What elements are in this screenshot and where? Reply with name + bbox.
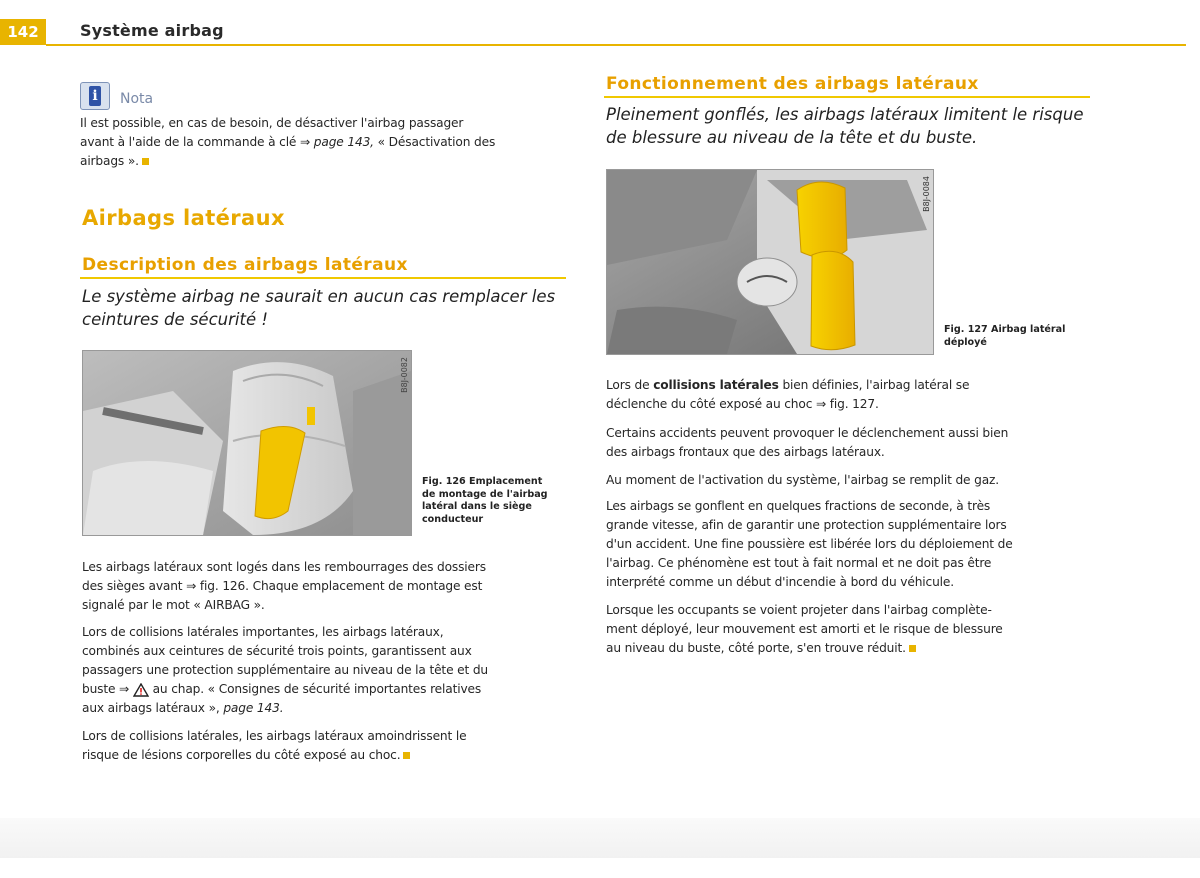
text-line: interprété comme un début d'incendie à bord du véhicule. bbox=[606, 575, 954, 589]
text-line: passagers une protection supplémentaire au niveau de la tête et du bbox=[82, 663, 488, 677]
function-paragraph-4 bbox=[606, 497, 1096, 592]
nota-line bbox=[80, 152, 570, 171]
text-line bbox=[82, 699, 572, 718]
caption-line: Fig. 127 Airbag latéral bbox=[944, 324, 1066, 335]
description-heading: Description des airbags latéraux bbox=[82, 255, 408, 275]
page-reference-link[interactable]: page 143, bbox=[313, 135, 374, 149]
function-paragraph-3: Au moment de l'activation du système, l'airbag se remplit de gaz. bbox=[606, 473, 999, 487]
nota-text bbox=[80, 114, 570, 171]
text-line: d'un accident. Une fine poussière est libérée lors du déploiement de bbox=[606, 537, 1013, 551]
text-line: signalé par le mot « AIRBAG ». bbox=[82, 598, 265, 612]
nota-line bbox=[80, 133, 570, 152]
function-paragraph-2 bbox=[606, 424, 1096, 462]
nota-line-text: avant à l'aide de la commande à clé ⇒ bbox=[80, 135, 314, 149]
function-paragraph-1 bbox=[606, 376, 1096, 414]
nota-line-text: airbags ». bbox=[80, 154, 139, 168]
figure-127-caption bbox=[944, 324, 1094, 349]
description-paragraph-2 bbox=[82, 623, 572, 718]
text-line: des airbags frontaux que des airbags latéraux. bbox=[606, 445, 885, 459]
lead-line: ceintures de sécurité ! bbox=[82, 310, 268, 329]
nota-label: Nota bbox=[120, 91, 154, 107]
description-lead bbox=[82, 285, 568, 331]
text-fragment: aux airbags latéraux », bbox=[82, 701, 224, 715]
heading-rule bbox=[80, 277, 566, 279]
text-fragment: au chap. « Consignes de sécurité importantes relatives bbox=[148, 682, 482, 696]
text-fragment: buste ⇒ bbox=[82, 682, 133, 696]
text-line bbox=[606, 639, 1096, 658]
nota-line: Il est possible, en cas de besoin, de désactiver l'airbag passager bbox=[80, 116, 464, 130]
text-line: l'airbag. Ce phénomène est tout à fait normal et ne doit pas être bbox=[606, 556, 992, 570]
text-line bbox=[82, 746, 572, 765]
text-line: grande vitesse, afin de garantir une protection supplémentaire lors bbox=[606, 518, 1007, 532]
text-line: ment déployé, leur mouvement est amorti et le risque de blessure bbox=[606, 622, 1003, 636]
heading-rule bbox=[604, 96, 1090, 98]
page-bottom-shading bbox=[0, 818, 1200, 858]
figure-127-deployed-airbag bbox=[606, 169, 934, 355]
text-fragment: au niveau du buste, côté porte, s'en trouve réduit. bbox=[606, 641, 906, 655]
text-line: des sièges avant ⇒ fig. 126. Chaque emplacement de montage est bbox=[82, 579, 483, 593]
text-line bbox=[82, 680, 572, 699]
text-line: déclenche du côté exposé au choc ⇒ fig. 127. bbox=[606, 397, 879, 411]
caption-line: de montage de l'airbag bbox=[422, 488, 548, 500]
function-heading: Fonctionnement des airbags latéraux bbox=[606, 74, 979, 94]
function-paragraph-5 bbox=[606, 601, 1096, 658]
end-marker-icon bbox=[142, 158, 149, 165]
figure-code: B8J-0084 bbox=[922, 176, 931, 212]
deployed-airbag-illustration bbox=[607, 170, 933, 354]
text-line: Lors de collisions latérales, les airbags latéraux amoindrissent le bbox=[82, 729, 467, 743]
caption-line: Fig. 126 Emplacement bbox=[422, 476, 543, 487]
text-line: Les airbags latéraux sont logés dans les rembourrages des dossiers bbox=[82, 560, 486, 574]
description-paragraph-3 bbox=[82, 727, 572, 765]
text-fragment: risque de lésions corporelles du côté exposé au choc. bbox=[82, 748, 401, 762]
text-line: Certains accidents peuvent provoquer le déclenchement aussi bien bbox=[606, 426, 1009, 440]
caption-line: latéral dans le siège bbox=[422, 501, 532, 513]
section-title: Airbags latéraux bbox=[82, 206, 285, 230]
info-icon: i bbox=[80, 82, 110, 110]
warning-triangle-icon[interactable] bbox=[133, 683, 149, 697]
end-marker-icon bbox=[909, 645, 916, 652]
function-lead bbox=[606, 103, 1096, 149]
text-line: Lors de collisions latérales importantes, les airbags latéraux, bbox=[82, 625, 444, 639]
page-number: 142 bbox=[0, 19, 46, 45]
figure-126-seat-airbag bbox=[82, 350, 412, 536]
text-fragment: bien définies, l'airbag latéral se bbox=[778, 378, 970, 392]
text-line: Les airbags se gonflent en quelques fractions de seconde, à très bbox=[606, 499, 991, 513]
bold-term: collisions latérales bbox=[653, 378, 779, 392]
caption-line: conducteur bbox=[422, 513, 484, 525]
end-marker-icon bbox=[403, 752, 410, 759]
page-reference-link[interactable]: page 143. bbox=[223, 701, 284, 715]
caption-line: déployé bbox=[944, 336, 987, 348]
nota-line-tail: « Désactivation des bbox=[373, 135, 496, 149]
lead-line: Le système airbag ne saurait en aucun cas remplacer les bbox=[82, 287, 556, 306]
text-line: combinés aux ceintures de sécurité trois points, garantissent aux bbox=[82, 644, 472, 658]
description-paragraph-1 bbox=[82, 558, 572, 615]
text-fragment: Lors de bbox=[606, 378, 654, 392]
figure-126-caption bbox=[422, 476, 572, 526]
text-line: Lorsque les occupants se voient projeter dans l'airbag complète- bbox=[606, 603, 992, 617]
figure-code: B8J-0082 bbox=[400, 357, 409, 393]
page-header-title: Système airbag bbox=[80, 21, 224, 40]
lead-line: Pleinement gonflés, les airbags latéraux limitent le risque bbox=[606, 105, 1084, 124]
header-rule bbox=[46, 44, 1186, 46]
seat-illustration bbox=[83, 351, 411, 535]
text-line bbox=[606, 376, 1096, 395]
lead-line: de blessure au niveau de la tête et du buste. bbox=[606, 128, 978, 147]
